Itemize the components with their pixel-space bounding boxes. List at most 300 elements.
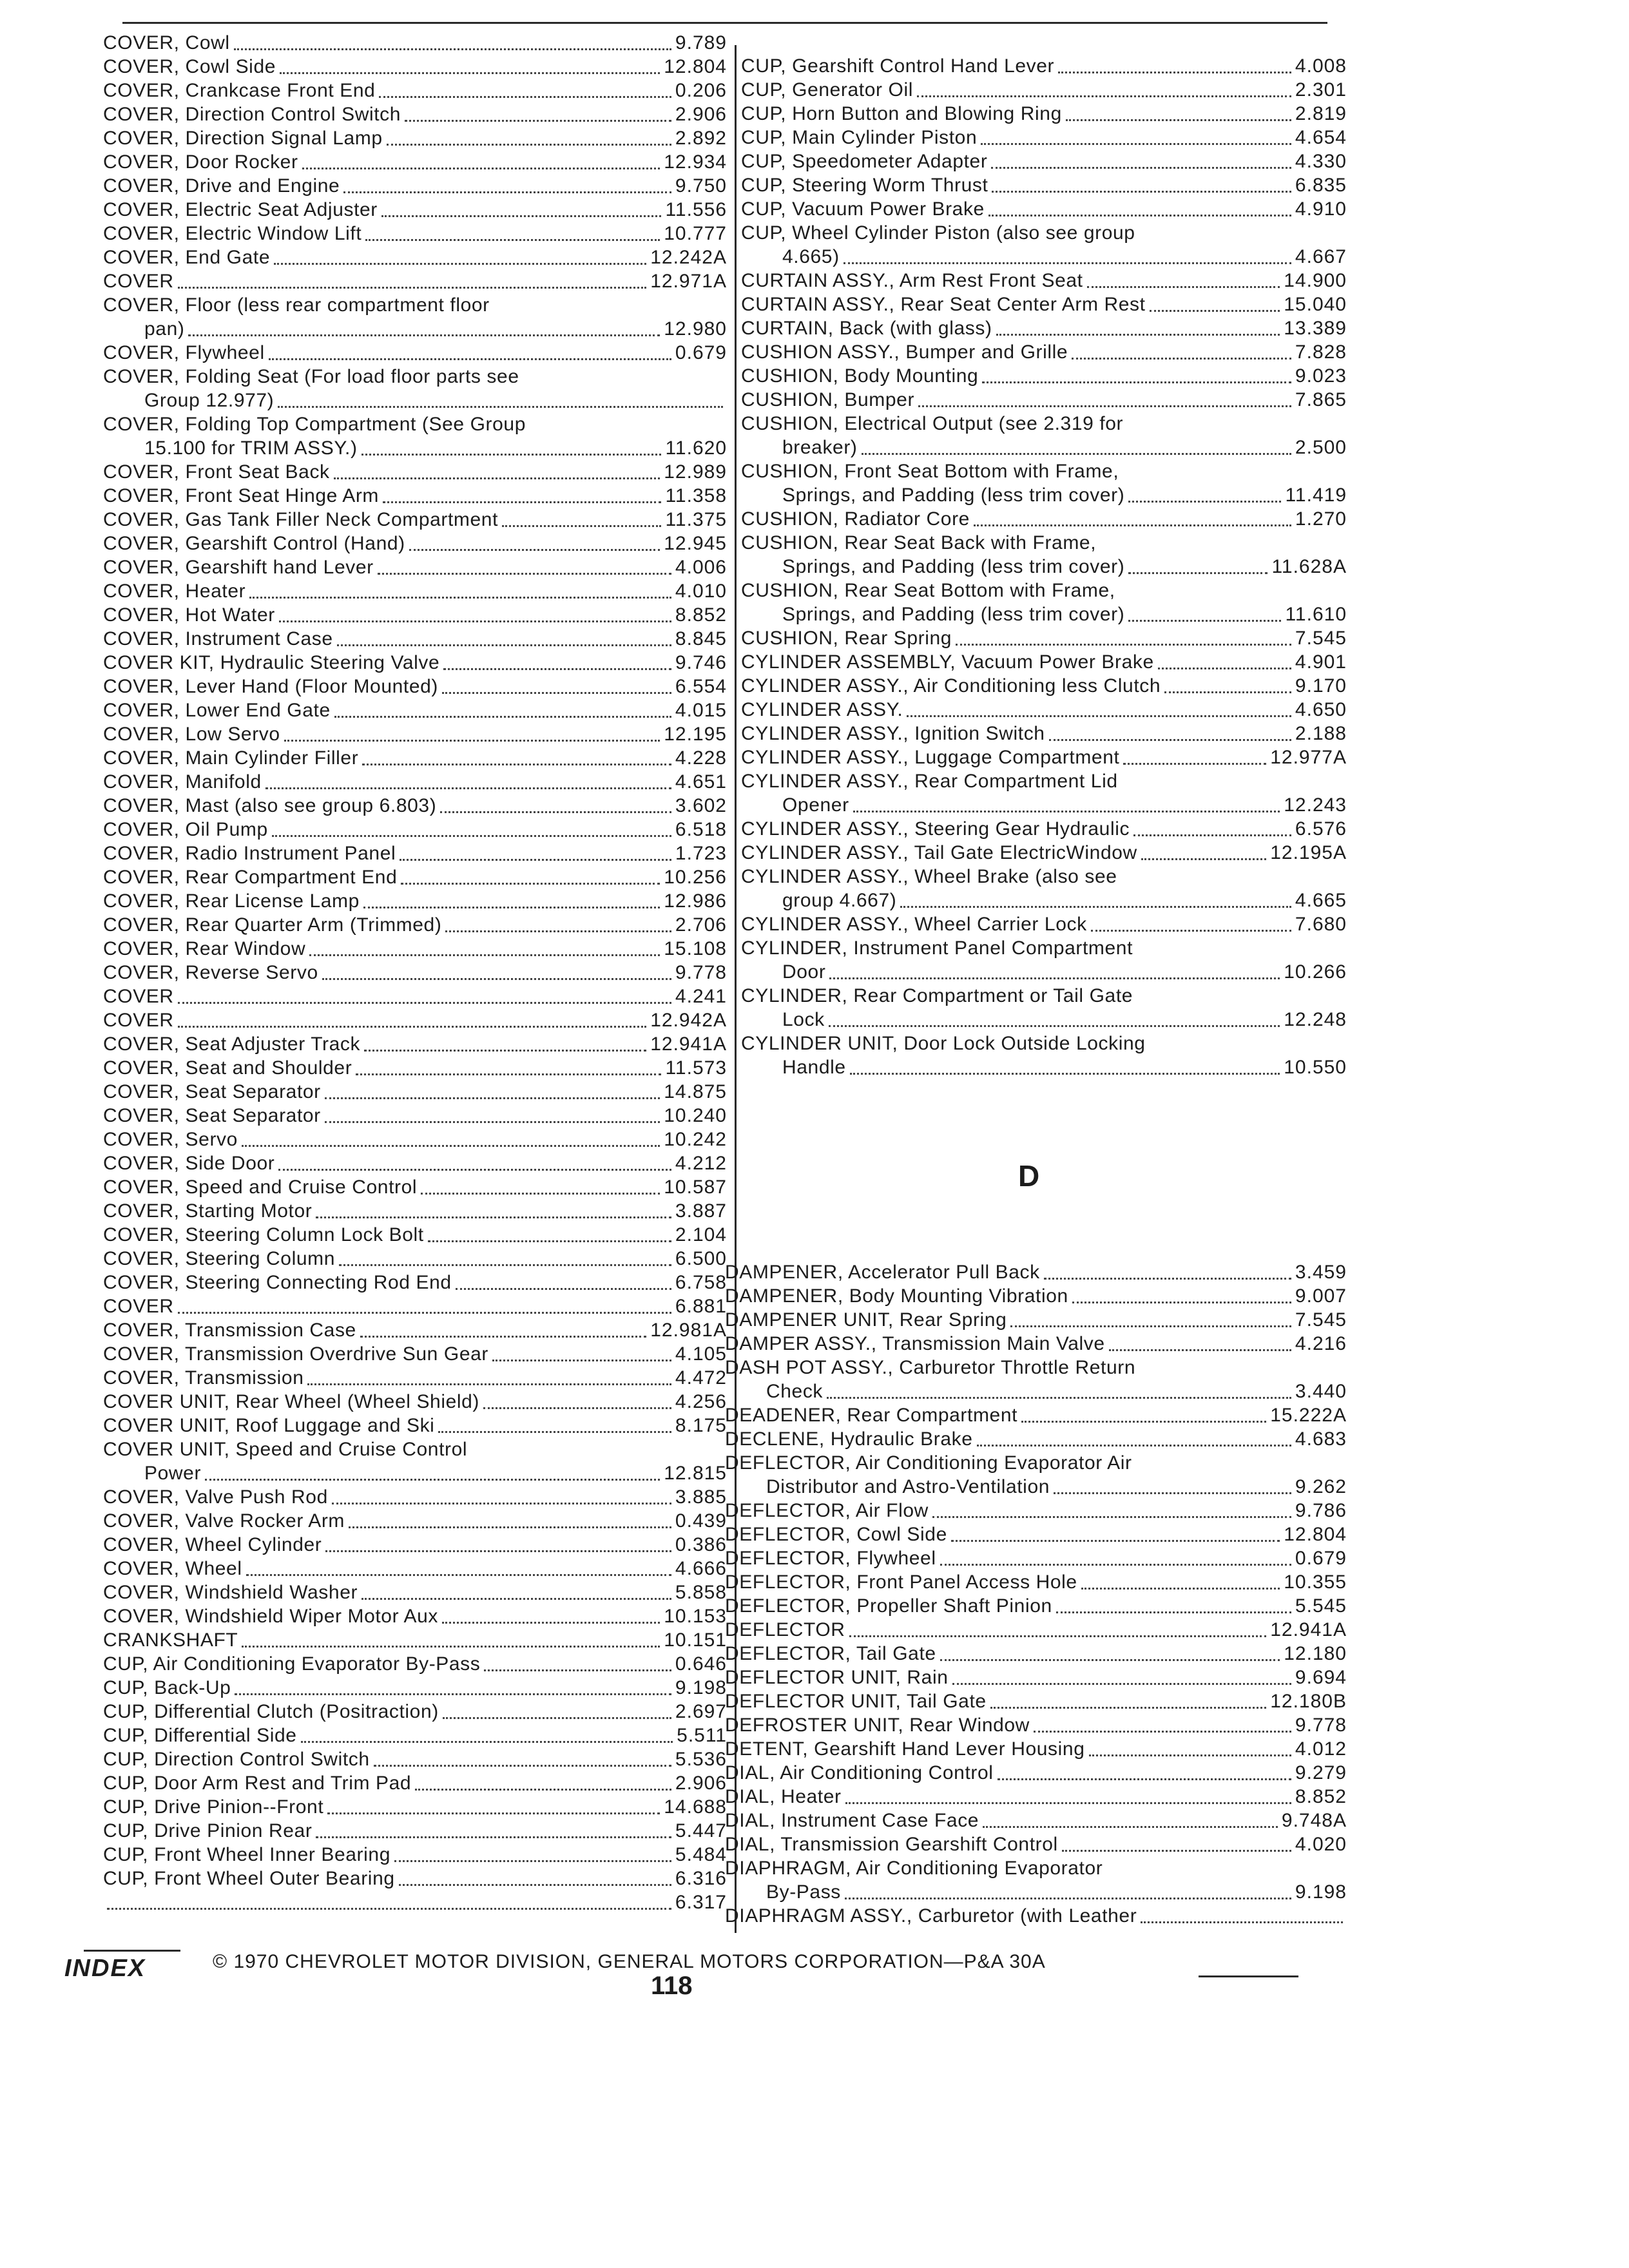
dot-leader [249,597,671,599]
entry-page-ref: 4.241 [675,986,727,1007]
entry-page-ref: 7.828 [1295,341,1347,363]
dot-leader [502,525,661,527]
index-entry [103,1437,727,1485]
entry-page-ref: 5.536 [675,1749,727,1770]
index-entry [103,794,727,818]
entry-page-ref: 14.875 [664,1081,727,1102]
footer-rule-right [1199,1975,1298,1977]
index-entry [741,865,1347,912]
entry-text: COVER, Servo [103,1129,238,1150]
entry-continuation [741,602,1347,626]
entry-text: COVER [103,1296,174,1317]
entry-text: CUSHION, Radiator Core [741,508,970,530]
index-entry [725,1427,1347,1451]
index-entry [103,1819,727,1843]
entry-text: DEFLECTOR, Front Panel Access Hole [725,1571,1077,1593]
dot-leader [365,239,660,241]
dot-leader [1072,1302,1291,1303]
index-entry [103,1247,727,1271]
entry-text: COVER, Floor (less rear compartment floor [103,294,490,316]
entry-continuation-text: Springs, and Padding (less trim cover) [782,604,1125,625]
entry-text: COVER, Electric Seat Adjuster [103,199,378,220]
entry-text: COVER, End Gate [103,247,271,268]
index-entry [103,579,727,603]
entry-page-ref: 5.511 [677,1725,727,1746]
dot-leader [1072,358,1291,360]
entry-page-ref: 0.646 [675,1653,727,1675]
dot-leader [415,1789,671,1791]
dot-leader [178,1002,671,1004]
index-entry [103,722,727,746]
index-entry [103,1032,727,1056]
entry-page-ref: 4.256 [675,1391,727,1412]
index-entry [103,1843,727,1867]
entry-text: CURTAIN ASSY., Rear Seat Center Arm Rest [741,294,1146,315]
index-entry [103,1747,727,1771]
entry-page-ref: 2.500 [1295,437,1347,458]
entry-text: CUP, Gearshift Control Hand Lever [741,55,1055,77]
dot-leader [1062,1850,1291,1852]
index-entry [725,1832,1347,1856]
index-entry [741,78,1347,102]
entry-page-ref: 8.845 [675,628,727,649]
entry-page-ref: 4.901 [1295,651,1347,673]
dot-leader [409,549,660,551]
entry-page-ref: 12.942A [650,1010,727,1031]
entry-text: COVER UNIT, Rear Wheel (Wheel Shield) [103,1391,480,1412]
entry-page-ref: 3.459 [1295,1262,1347,1283]
entry-text: COVER, Manifold [103,771,262,793]
index-entry [103,770,727,794]
entry-page-ref: 4.654 [1295,127,1347,148]
entry-page-ref: 3.440 [1295,1381,1347,1402]
index-entry [741,388,1347,412]
entry-text: CYLINDER ASSY., Wheel Carrier Lock [741,914,1087,935]
entry-text: COVER, Windshield Washer [103,1582,358,1603]
entry-text: COVER, Valve Rocker Arm [103,1510,345,1532]
entry-text: DEFLECTOR [725,1619,845,1640]
entry-page-ref: 11.620 [665,437,727,459]
entry-text: COVER, Transmission [103,1367,304,1389]
index-entry [103,245,727,269]
index-entry [725,1737,1347,1761]
entry-text: COVER, Main Cylinder Filler [103,747,359,769]
entry-text: CYLINDER ASSY., Steering Gear Hydraulic [741,818,1130,840]
index-entry [725,1260,1347,1284]
entry-page-ref: 11.573 [665,1057,727,1079]
entry-text: DAMPENER UNIT, Rear Spring [725,1309,1007,1331]
entry-page-ref: 7.865 [1295,389,1347,410]
index-entry [725,1451,1347,1499]
entry-text: DAMPER ASSY., Transmission Main Valve [725,1333,1105,1354]
entry-text: CYLINDER ASSY., Wheel Brake (also see [741,866,1117,887]
entry-text: CUP, Drive Pinion Rear [103,1820,313,1841]
entry-continuation-text: Springs, and Padding (less trim cover) [782,556,1125,577]
index-entry [741,269,1347,293]
index-entry [725,1904,1347,1928]
entry-text: COVER, Hot Water [103,604,275,626]
entry-text: COVER UNIT, Speed and Cruise Control [103,1439,468,1460]
index-entry [725,1689,1347,1713]
entry-page-ref: 4.666 [675,1558,727,1579]
index-entry [103,508,727,532]
dot-leader [981,143,1291,145]
entry-page-ref: 1.723 [675,843,727,864]
entry-page-ref: 0.679 [675,342,727,363]
entry-page-ref: 4.212 [675,1153,727,1174]
dot-leader [1128,620,1281,622]
entry-page-ref: 4.015 [675,700,727,721]
dot-leader [829,977,1280,979]
dot-leader [364,1050,646,1052]
entry-text: DECLENE, Hydraulic Brake [725,1428,973,1450]
entry-page-ref: 10.777 [664,223,727,244]
entry-page-ref: 10.355 [1284,1571,1347,1593]
index-entry [103,126,727,150]
entry-text: CUP, Wheel Cylinder Piston (also see group [741,222,1135,244]
entry-text: CUP, Differential Clutch (Positraction) [103,1701,439,1722]
entry-text: CUSHION, Front Seat Bottom with Frame, [741,461,1119,482]
entry-page-ref: 12.981A [650,1320,727,1341]
dot-leader [988,215,1291,216]
dot-leader [343,191,671,193]
entry-page-ref: 8.852 [1295,1786,1347,1807]
index-entry [741,1032,1347,1079]
dot-leader [302,168,660,169]
entry-text: CUSHION, Rear Seat Bottom with Frame, [741,580,1115,601]
dot-leader [918,405,1291,407]
entry-text: CUSHION, Rear Spring [741,628,952,649]
index-entry [103,293,727,341]
entry-continuation-text: Handle [782,1057,846,1078]
dot-leader [1089,1754,1291,1756]
dot-leader [1128,501,1281,503]
dot-leader [849,1635,1267,1637]
index-entry [103,1390,727,1414]
entry-continuation [741,1008,1347,1032]
index-entry [741,936,1347,984]
entry-text: DEFLECTOR, Air Conditioning Evaporator Air [725,1452,1132,1474]
entry-text: CUP, Generator Oil [741,79,914,101]
entry-text: COVER, Folding Seat (For load floor parts see [103,366,519,387]
entry-page-ref: 11.419 [1285,485,1347,506]
index-entry [725,1356,1347,1403]
entry-page-ref: 12.941A [1270,1619,1347,1640]
index-entry [103,746,727,770]
entry-page-ref: 15.040 [1284,294,1347,315]
index-entry [103,1581,727,1604]
left-index-column [103,31,727,1914]
dot-leader [940,1659,1280,1661]
entry-page-ref: 4.010 [675,581,727,602]
entry-page-ref: 12.243 [1284,794,1347,816]
index-entry [741,173,1347,197]
dot-leader [1054,1492,1291,1494]
index-entry [103,555,727,579]
entry-page-ref: 2.697 [675,1701,727,1722]
right-index-column-top [741,54,1347,1079]
entry-text: CYLINDER ASSY., Tail Gate ElectricWindow [741,842,1137,863]
dot-leader [356,1073,661,1075]
dot-leader [316,1216,671,1218]
entry-text: COVER, Oil Pump [103,819,268,840]
entry-text: COVER, Front Seat Hinge Arm [103,485,380,506]
dot-leader [374,1765,671,1767]
entry-text: COVER, Transmission Case [103,1320,356,1341]
entry-page-ref: 4.008 [1295,55,1347,77]
dot-leader [188,334,660,336]
entry-page-ref: 5.858 [675,1582,727,1603]
entry-page-ref: 4.910 [1295,198,1347,220]
index-entry [741,364,1347,388]
entry-page-ref: 8.852 [675,604,727,626]
entry-page-ref: 4.006 [675,557,727,578]
dot-leader [234,48,671,50]
entry-page-ref: 4.012 [1295,1738,1347,1760]
index-entry [725,1284,1347,1308]
dot-leader [992,191,1291,193]
index-entry [725,1308,1347,1332]
index-entry [741,984,1347,1032]
entry-page-ref: 9.023 [1295,365,1347,387]
dot-leader [284,740,660,742]
index-entry [103,865,727,889]
dot-leader [991,167,1291,169]
entry-continuation-text: Door [782,961,826,983]
entry-continuation [725,1880,1347,1904]
index-entry [103,365,727,412]
entry-page-ref: 3.887 [675,1200,727,1222]
dot-leader [401,883,660,885]
index-entry [103,1128,727,1151]
entry-text: COVER, Seat Separator [103,1105,321,1126]
entry-page-ref: 4.020 [1295,1834,1347,1855]
dot-leader [327,1812,660,1814]
entry-page-ref: 5.545 [1295,1595,1347,1617]
index-entry [103,1867,727,1890]
dot-leader [900,906,1291,908]
index-entry [103,961,727,985]
entry-page-ref: 9.279 [1295,1762,1347,1783]
entry-continuation-text: Lock [782,1009,825,1030]
dot-leader [322,978,671,980]
dot-leader [438,1431,671,1433]
entry-text: COVER, Windshield Wiper Motor Aux [103,1606,438,1627]
index-entry [725,1713,1347,1737]
entry-text: COVER, Rear Quarter Arm (Trimmed) [103,914,442,936]
entry-text: DIAL, Transmission Gearshift Control [725,1834,1058,1855]
entry-continuation-text: 4.665) [782,246,840,267]
index-entry [103,603,727,627]
entry-page-ref: 10.550 [1284,1057,1347,1078]
index-entry [103,818,727,841]
entry-page-ref: 12.804 [664,56,727,77]
entry-page-ref: 12.977A [1270,747,1347,768]
dot-leader [862,453,1291,455]
entry-continuation [103,389,727,412]
index-entry [103,1199,727,1223]
index-entry [103,1271,727,1294]
dot-leader [307,1383,671,1385]
dot-leader [1158,668,1291,669]
entry-text: COVER, Electric Window Lift [103,223,362,244]
entry-continuation [103,436,727,460]
index-entry [103,198,727,222]
entry-page-ref: 12.945 [664,533,727,554]
entry-text: COVER, Gas Tank Filler Neck Compartment [103,509,499,530]
entry-continuation-text: Group 12.977) [144,390,275,411]
index-entry [741,579,1347,626]
dot-leader [383,501,661,503]
entry-page-ref: 3.885 [675,1486,727,1508]
entry-text: CUSHION, Body Mounting [741,365,979,387]
entry-page-ref: 10.266 [1284,961,1347,983]
footer-index-label: INDEX [64,1955,146,1982]
entry-page-ref: 10.151 [664,1629,727,1651]
entry-text: CUP, Front Wheel Outer Bearing [103,1868,395,1889]
dot-leader [387,144,671,146]
index-entry [741,841,1347,865]
entry-text: COVER, Crankcase Front End [103,80,376,101]
entry-page-ref: 4.105 [675,1343,727,1365]
entry-text: COVER, Folding Top Compartment (See Group [103,414,526,435]
entry-text: COVER, Reverse Servo [103,962,318,983]
dot-leader [337,644,671,646]
dot-leader [1066,119,1291,121]
index-entry [741,459,1347,507]
entry-page-ref: 11.556 [665,199,727,220]
entry-continuation-text: Distributor and Astro-Ventilation [766,1476,1050,1497]
index-entry [103,1175,727,1199]
index-entry [741,650,1347,674]
entry-continuation [725,1475,1347,1499]
entry-page-ref: 15.108 [664,938,727,959]
index-entry [103,102,727,126]
entry-continuation [741,483,1347,507]
entry-text: CYLINDER ASSY., Air Conditioning less Clutch [741,675,1161,697]
index-entry [725,1618,1347,1642]
index-entry [103,1104,727,1128]
dot-leader [178,287,647,289]
entry-text: COVER, Steering Column [103,1248,336,1269]
entry-page-ref: 7.680 [1295,914,1347,935]
index-entry [103,484,727,508]
index-entry [103,1509,727,1533]
dot-leader [178,1026,647,1028]
entry-text: CUP, Back-Up [103,1677,231,1698]
entry-text: CYLINDER, Instrument Panel Compartment [741,937,1133,959]
entry-page-ref: 5.484 [675,1844,727,1865]
entry-page-ref: 10.240 [664,1105,727,1126]
dot-leader [483,1407,671,1409]
entry-text: COVER KIT, Hydraulic Steering Valve [103,652,440,673]
index-entry [103,460,727,484]
entry-page-ref: 2.906 [675,104,727,125]
dot-leader [394,1860,671,1862]
entry-page-ref: 4.651 [675,771,727,793]
dot-leader [492,1360,671,1361]
entry-page-ref: 0.679 [1295,1548,1347,1569]
dot-leader [360,1336,646,1338]
entry-page-ref: 6.316 [675,1868,727,1889]
dot-leader [1141,1921,1343,1923]
entry-text: COVER, Transmission Overdrive Sun Gear [103,1343,488,1365]
entry-text: COVER, Gearshift hand Lever [103,557,374,578]
entry-page-ref: 11.610 [1285,604,1347,625]
entry-continuation [741,793,1347,817]
entry-text: DEFLECTOR, Cowl Side [725,1524,947,1545]
entry-page-ref: 12.180B [1270,1691,1347,1712]
entry-page-ref: 2.706 [675,914,727,936]
entry-text: COVER, Steering Connecting Rod End [103,1272,452,1293]
index-entry [103,1080,727,1104]
entry-text: DETENT, Gearshift Hand Lever Housing [725,1738,1085,1760]
index-entry [741,698,1347,722]
entry-text: DEFLECTOR UNIT, Tail Gate [725,1691,987,1712]
entry-text: DIAPHRAGM ASSY., Carburetor (with Leather [725,1905,1137,1927]
dot-leader [853,811,1280,812]
dot-leader [1150,310,1280,312]
dot-leader [1091,930,1291,932]
index-entry [103,1223,727,1247]
entry-continuation-text: By-Pass [766,1881,841,1903]
dot-leader [1049,739,1291,741]
index-entry [103,985,727,1008]
entry-page-ref: 9.198 [1295,1881,1347,1903]
index-entry [103,651,727,675]
index-entry [741,769,1347,817]
dot-leader [932,1516,1291,1518]
entry-page-ref: 4.330 [1295,151,1347,172]
dot-leader [1081,1588,1280,1590]
index-entry [103,1318,727,1342]
index-entry [103,937,727,961]
entry-page-ref: 12.195 [664,724,727,745]
index-entry [103,1771,727,1795]
entry-page-ref: 4.650 [1295,699,1347,720]
entry-page-ref: 13.389 [1284,318,1347,339]
entry-page-ref: 9.750 [675,175,727,197]
entry-page-ref: 10.242 [664,1129,727,1150]
entry-page-ref: 0.439 [675,1510,727,1532]
dot-leader [956,644,1291,646]
index-entry [725,1332,1347,1356]
index-entry [103,1485,727,1509]
index-entry [103,1676,727,1700]
entry-continuation [741,960,1347,984]
dot-leader [843,262,1291,264]
entry-text: COVER, Cowl Side [103,56,276,77]
right-index-column-bottom [725,1260,1347,1928]
entry-text: COVER, Lower End Gate [103,700,331,721]
dot-leader [829,1025,1280,1027]
entry-page-ref: 9.778 [1295,1715,1347,1736]
index-entry [103,1724,727,1747]
dot-leader [1058,72,1291,73]
dot-leader [242,1145,660,1147]
entry-text: CYLINDER ASSEMBLY, Vacuum Power Brake [741,651,1154,673]
dot-leader [827,1397,1291,1399]
entry-continuation-text: group 4.667) [782,890,897,911]
entry-page-ref: 7.545 [1295,628,1347,649]
entry-text: COVER, Door Rocker [103,151,298,173]
dot-leader [235,1693,671,1695]
index-entry [725,1546,1347,1570]
dot-leader [278,1169,671,1171]
dot-leader [428,1240,671,1242]
entry-page-ref: 10.153 [664,1606,727,1627]
entry-page-ref: 12.986 [664,890,727,912]
